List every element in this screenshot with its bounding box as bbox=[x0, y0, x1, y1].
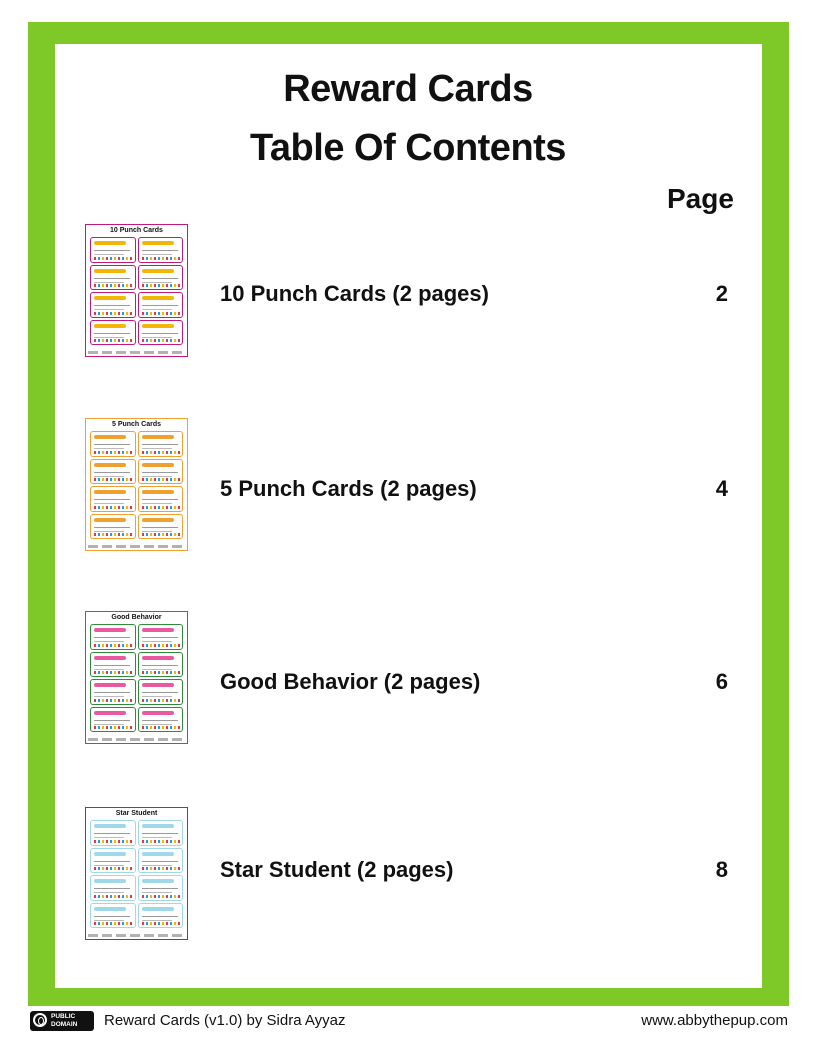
mini-card bbox=[138, 265, 184, 291]
mini-card bbox=[90, 875, 136, 901]
mini-card bbox=[138, 652, 184, 678]
thumbnail-title: Good Behavior bbox=[111, 614, 162, 621]
thumbnail-card-grid bbox=[90, 431, 183, 539]
mini-card bbox=[138, 237, 184, 263]
toc-entry-label[interactable]: 5 Punch Cards (2 pages) bbox=[220, 476, 477, 501]
mini-card bbox=[138, 431, 184, 457]
mini-card bbox=[138, 679, 184, 705]
mini-card bbox=[90, 707, 136, 733]
thumbnail-card-grid bbox=[90, 237, 183, 345]
mini-card bbox=[138, 903, 184, 929]
document-subtitle: Table Of Contents bbox=[250, 127, 566, 169]
mini-card bbox=[138, 292, 184, 318]
footer-credit: Reward Cards (v1.0) by Sidra Ayyaz bbox=[104, 1012, 346, 1029]
toc-entry-page-number: 6 bbox=[715, 669, 728, 694]
toc-entry-page-number: 4 bbox=[715, 476, 728, 501]
thumbnail-star-student[interactable] bbox=[85, 807, 188, 940]
thumbnail-footer bbox=[88, 351, 185, 354]
thumbnail-footer bbox=[88, 934, 185, 937]
mini-card bbox=[138, 820, 184, 846]
mini-card bbox=[138, 848, 184, 874]
toc-entry-page-number: 8 bbox=[715, 857, 728, 882]
mini-card bbox=[138, 320, 184, 346]
public-domain-badge bbox=[30, 1011, 94, 1031]
mini-card bbox=[90, 486, 136, 512]
mini-card bbox=[90, 679, 136, 705]
mini-card bbox=[138, 486, 184, 512]
badge-text-top: PUBLIC bbox=[51, 1013, 76, 1020]
footer-website-link[interactable]: www.abbythepup.com bbox=[641, 1012, 788, 1029]
thumbnail-footer bbox=[88, 545, 185, 548]
mini-card bbox=[90, 514, 136, 540]
thumbnail-card-grid bbox=[90, 820, 183, 928]
mini-card bbox=[90, 431, 136, 457]
mini-card bbox=[90, 459, 136, 485]
public-domain-icon bbox=[33, 1013, 47, 1027]
mini-card bbox=[90, 848, 136, 874]
page-column-header: Page bbox=[667, 183, 734, 214]
mini-card bbox=[138, 875, 184, 901]
mini-card bbox=[138, 624, 184, 650]
mini-card bbox=[138, 707, 184, 733]
thumbnail-good-behavior[interactable] bbox=[85, 611, 188, 744]
mini-card bbox=[90, 292, 136, 318]
thumbnail-title: 10 Punch Cards bbox=[110, 227, 163, 234]
toc-entry-label[interactable]: Star Student (2 pages) bbox=[220, 857, 454, 882]
mini-card bbox=[90, 652, 136, 678]
badge-text-bottom: DOMAIN bbox=[51, 1021, 78, 1028]
toc-entry-page-number: 2 bbox=[715, 281, 728, 306]
thumbnail-10-punch-cards[interactable] bbox=[85, 224, 188, 357]
mini-card bbox=[90, 903, 136, 929]
mini-card bbox=[90, 237, 136, 263]
toc-entry-label[interactable]: Good Behavior (2 pages) bbox=[220, 669, 481, 694]
mini-card bbox=[90, 624, 136, 650]
thumbnail-title: 5 Punch Cards bbox=[111, 421, 161, 428]
thumbnail-footer bbox=[88, 738, 185, 741]
mini-card bbox=[90, 320, 136, 346]
toc-entry-label[interactable]: 10 Punch Cards (2 pages) bbox=[220, 281, 489, 306]
thumbnail-card-grid bbox=[90, 624, 183, 732]
mini-card bbox=[90, 265, 136, 291]
mini-card bbox=[138, 459, 184, 485]
thumbnail-title: Star Student bbox=[115, 810, 158, 817]
mini-card bbox=[138, 514, 184, 540]
thumbnail-5-punch-cards[interactable] bbox=[85, 418, 188, 551]
mini-card bbox=[90, 820, 136, 846]
document-title: Reward Cards bbox=[283, 68, 533, 110]
